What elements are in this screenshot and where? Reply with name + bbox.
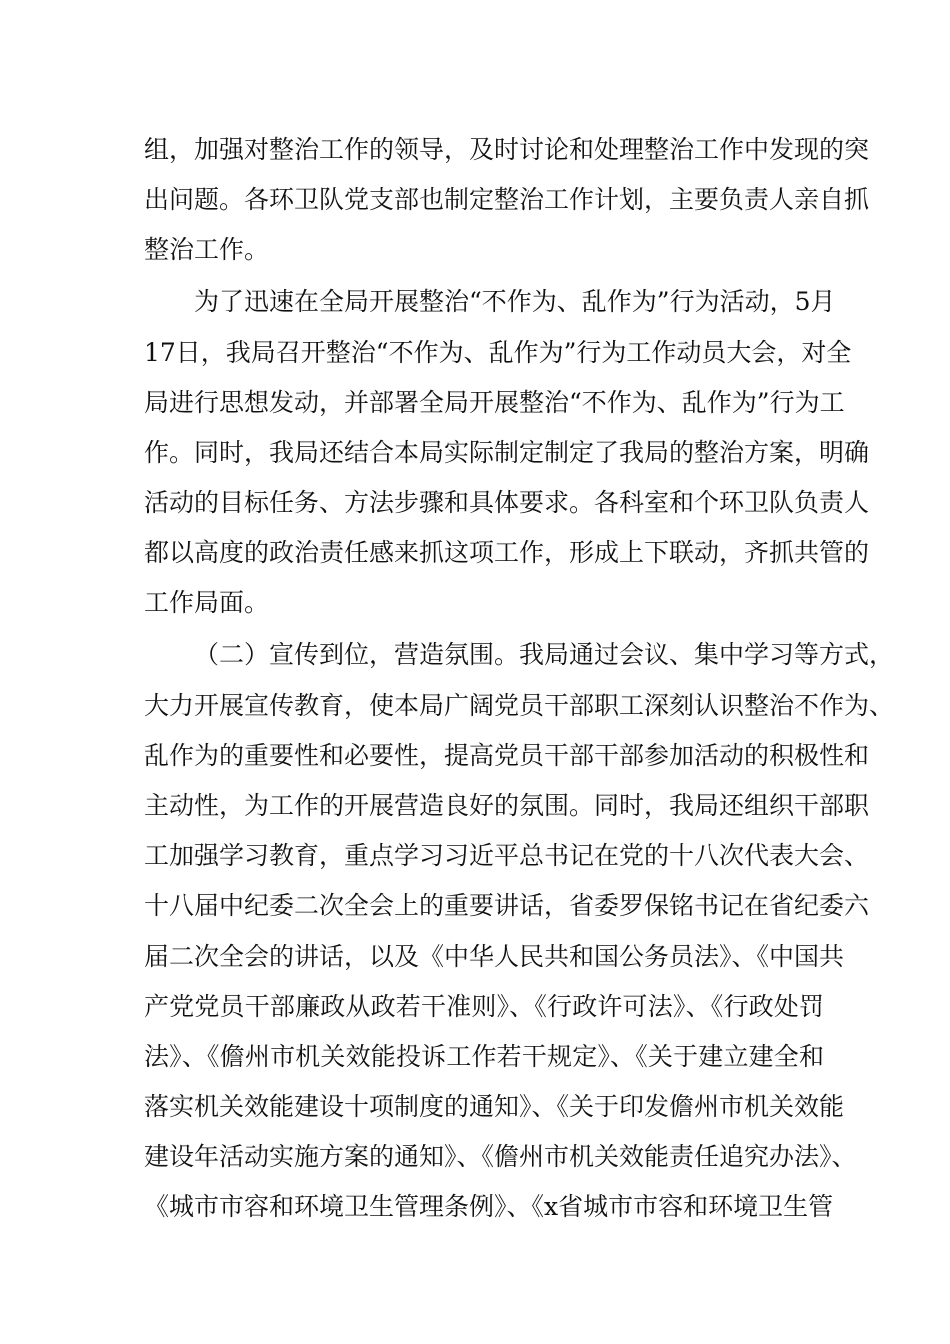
paragraph-line: 局进行思想发动，并部署全局开展整治“不作为、乱作为”行为工 [144,388,845,417]
paragraph-line: 十八届中纪委二次全会上的重要讲话，省委罗保铭书记在省纪委六 [144,891,870,920]
paragraph-line: 出问题。各环卫队党支部也制定整治工作计划，主要负责人亲自抓 [144,185,870,214]
paragraph-line: 产党党员干部廉政从政若干准则》、《行政许可法》、《行政处罚 [144,992,824,1021]
paragraph-line: 主动性，为工作的开展营造良好的氛围。同时，我局还组织干部职 [144,791,870,820]
paragraph-line: 乱作为的重要性和必要性，提高党员干部干部参加活动的积极性和 [144,741,870,770]
paragraph-line: （二）宣传到位，营造氛围。我局通过会议、集中学习等方式， [194,640,895,669]
paragraph-line: 组，加强对整治工作的领导，及时讨论和处理整治工作中发现的突 [144,135,870,164]
paragraph-line: 作。同时，我局还结合本局实际制定制定了我局的整治方案，明确 [144,438,870,467]
paragraph-line: 建设年活动实施方案的通知》、《儋州市机关效能责任追究办法》、 [144,1142,857,1171]
paragraph-line: 落实机关效能建设十项制度的通知》、《关于印发儋州市机关效能 [144,1092,845,1121]
paragraph-line: 17日，我局召开整治“不作为、乱作为”行为工作动员大会，对全 [144,338,852,367]
paragraph-line: 届二次全会的讲话，以及《中华人民共和国公务员法》、《中国共 [144,942,845,971]
paragraph-line: 活动的目标任务、方法步骤和具体要求。各科室和个环卫队负责人 [144,488,870,517]
paragraph-line: 法》、《儋州市机关效能投诉工作若干规定》、《关于建立建全和 [144,1042,824,1071]
paragraph-line: 大力开展宣传教育，使本局广阔党员干部职工深刻认识整治不作为、 [144,691,895,720]
paragraph-line: 为了迅速在全局开展整治“不作为、乱作为”行为活动，5月 [194,287,836,316]
paragraph-line: 工作局面。 [144,588,270,617]
paragraph-line: 工加强学习教育，重点学习习近平总书记在党的十八次代表大会、 [144,841,870,870]
paragraph-line: 都以高度的政治责任感来抓这项工作，形成上下联动，齐抓共管的 [144,538,870,567]
paragraph-line: 整治工作。 [144,235,270,264]
paragraph-line: 《城市市容和环境卫生管理条例》、《x省城市市容和环境卫生管 [144,1192,834,1221]
